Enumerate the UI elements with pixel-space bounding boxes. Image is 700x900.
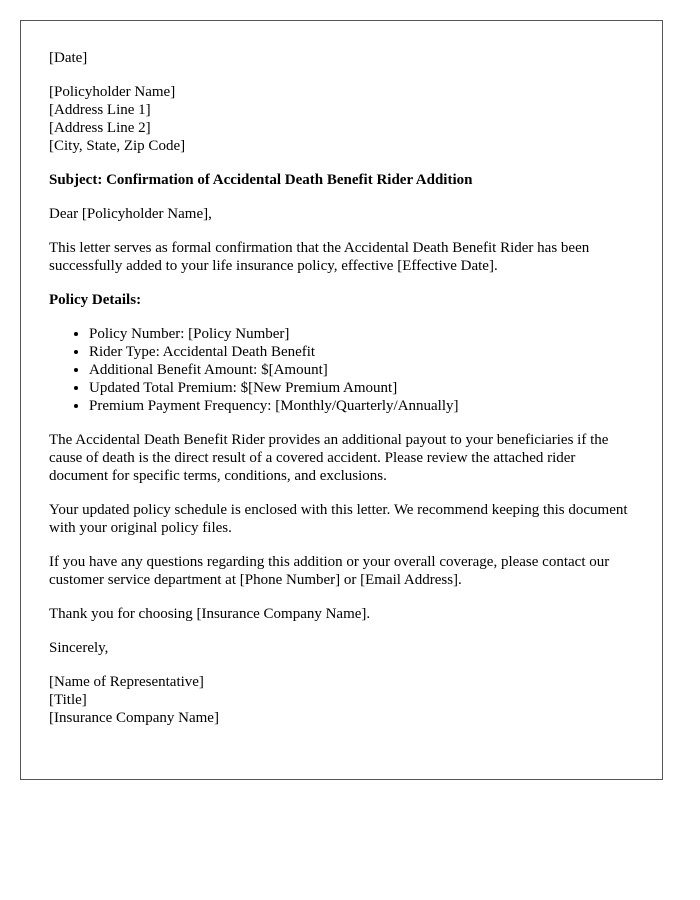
list-item: • Policy Number: [Policy Number]	[89, 325, 634, 343]
company-name: [Insurance Company Name]	[49, 710, 219, 726]
contact-paragraph: If you have any questions regarding this addition or your overall coverage, please contact our customer service department at [Phone Number] or [Email Address].	[49, 554, 610, 588]
policy-details-list	[49, 325, 634, 415]
list-item: • Updated Total Premium: $[New Premium Amount]	[89, 379, 634, 397]
address-line-2: [Address Line 2]	[49, 120, 151, 136]
schedule-paragraph: Your updated policy schedule is enclosed with this letter. We recommend keeping this document with your original policy files.	[49, 502, 628, 536]
rider-paragraph: The Accidental Death Benefit Rider provides an additional payout to your beneficiaries if the cause of death is the direct result of a covered accident. Please review the attached rider document for specific terms, conditions, and exclusions.	[49, 432, 609, 484]
list-item: • Premium Payment Frequency: [Monthly/Quarterly/Annually]	[89, 397, 634, 415]
date: [Date]	[49, 50, 88, 66]
letter	[20, 20, 663, 780]
policy-details-heading: Policy Details:	[49, 292, 142, 308]
representative-title: [Title]	[49, 692, 87, 708]
intro-paragraph: This letter serves as formal confirmation that the Accidental Death Benefit Rider has been successfully added to your life insurance policy, effective [Effective Date].	[49, 240, 590, 274]
address-line-1: [Address Line 1]	[49, 102, 151, 118]
list-item: • Rider Type: Accidental Death Benefit	[89, 343, 634, 361]
recipient-address	[49, 83, 634, 155]
subject-line: Subject: Confirmation of Accidental Death Benefit Rider Addition	[49, 172, 473, 188]
representative-name: [Name of Representative]	[49, 674, 204, 690]
list-item: • Additional Benefit Amount: $[Amount]	[89, 361, 634, 379]
recipient-name: [Policyholder Name]	[49, 84, 176, 100]
city-state-zip: [City, State, Zip Code]	[49, 138, 186, 154]
thanks-paragraph: Thank you for choosing [Insurance Company Name].	[49, 606, 371, 622]
signature-block	[49, 673, 634, 727]
closing: Sincerely,	[49, 640, 109, 656]
salutation: Dear [Policyholder Name],	[49, 206, 212, 222]
